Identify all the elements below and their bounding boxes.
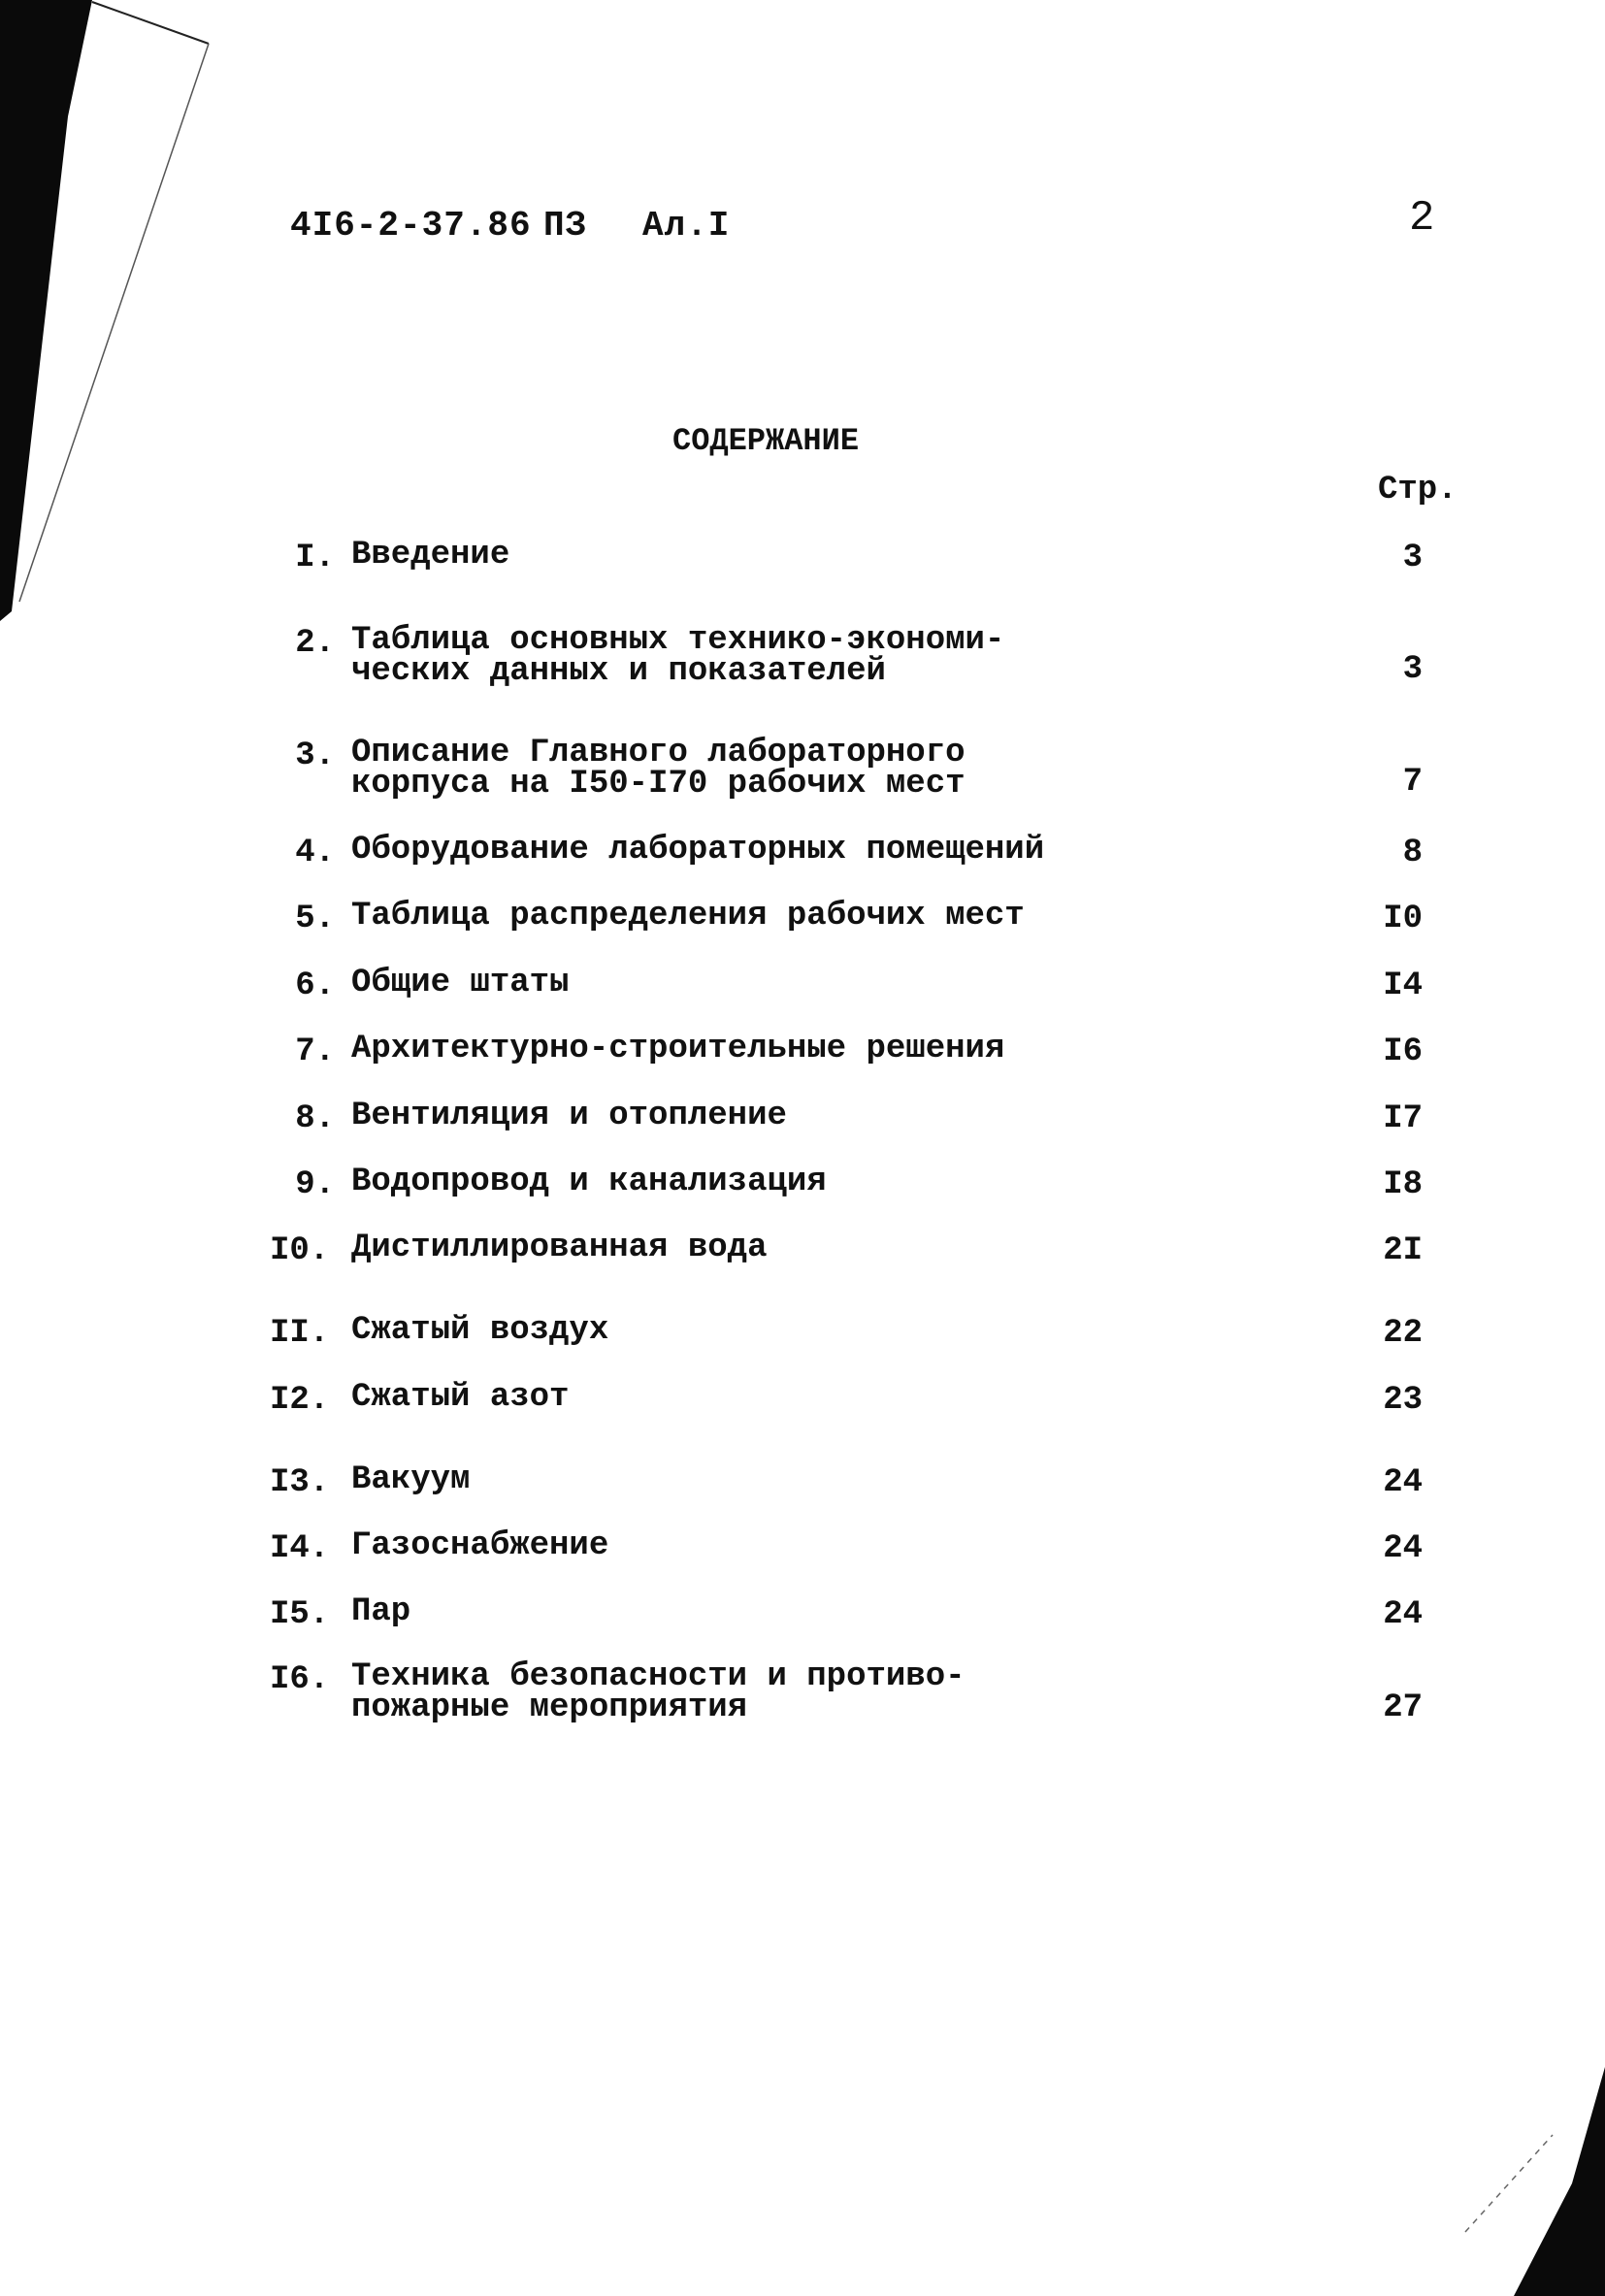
entry-title: ческих данных и показателей xyxy=(351,653,886,690)
entry-title: Таблица распределения рабочих мест xyxy=(351,898,1025,935)
entry-number: I5. xyxy=(270,1596,330,1633)
entry-page: 7 xyxy=(1402,764,1423,801)
entry-page: 24 xyxy=(1383,1464,1423,1501)
entry-page: I6 xyxy=(1383,1033,1423,1070)
entry-page: I4 xyxy=(1383,968,1423,1004)
entry-title: Архитектурно-строительные решения xyxy=(351,1031,1005,1067)
entry-title: Дистиллированная вода xyxy=(351,1230,768,1266)
entry-title: Общие штаты xyxy=(351,965,570,1001)
entry-title: Таблица основных технико-экономи- xyxy=(351,622,1005,659)
entry-number: I0. xyxy=(270,1232,330,1269)
page-title: СОДЕРЖАНИЕ xyxy=(671,423,860,459)
page-number: 2 xyxy=(1409,194,1435,243)
doc-code: 4I6-2-37.86 xyxy=(290,206,532,246)
page-column-label: Стр. xyxy=(1378,472,1458,508)
entry-title: Вакуум xyxy=(351,1461,471,1498)
entry-page: 24 xyxy=(1383,1596,1423,1633)
entry-title: Описание Главного лабораторного xyxy=(351,735,966,771)
doc-part: ПЗ xyxy=(543,206,588,246)
entry-title: Вентиляция и отопление xyxy=(351,1098,787,1134)
entry-number: I6. xyxy=(270,1661,330,1698)
entry-number: I4. xyxy=(270,1530,330,1567)
entry-title: корпуса на I50-I70 рабочих мест xyxy=(351,766,966,803)
entry-title: Оборудование лабораторных помещений xyxy=(351,832,1045,869)
entry-page: 22 xyxy=(1383,1315,1423,1352)
entry-title: Водопровод и канализация xyxy=(351,1164,827,1200)
entry-page: 8 xyxy=(1402,835,1423,871)
entry-number: I. xyxy=(295,540,335,576)
entry-title: Газоснабжение xyxy=(351,1527,609,1564)
entry-title: Введение xyxy=(351,537,510,574)
entry-number: II. xyxy=(270,1315,330,1352)
entry-number: 3. xyxy=(295,738,335,774)
entry-title: Сжатый азот xyxy=(351,1379,570,1416)
entry-number: 8. xyxy=(295,1100,335,1137)
entry-number: 9. xyxy=(295,1166,335,1203)
entry-number: I3. xyxy=(270,1464,330,1501)
entry-number: I2. xyxy=(270,1382,330,1419)
entry-page: 23 xyxy=(1383,1382,1423,1419)
entry-number: 5. xyxy=(295,901,335,937)
entry-page: 27 xyxy=(1383,1689,1423,1726)
entry-page: 24 xyxy=(1383,1530,1423,1567)
entry-page: I7 xyxy=(1383,1100,1423,1137)
entry-title: Пар xyxy=(351,1593,411,1630)
entry-page: I8 xyxy=(1383,1166,1423,1203)
entry-title: Сжатый воздух xyxy=(351,1312,609,1349)
entry-page: I0 xyxy=(1383,901,1423,937)
entry-number: 6. xyxy=(295,968,335,1004)
entry-number: 2. xyxy=(295,625,335,662)
entry-title: пожарные мероприятия xyxy=(351,1689,748,1726)
entry-number: 4. xyxy=(295,835,335,871)
entry-page: 3 xyxy=(1402,651,1423,688)
entry-number: 7. xyxy=(295,1033,335,1070)
entry-page: 2I xyxy=(1383,1232,1423,1269)
entry-title: Техника безопасности и противо- xyxy=(351,1658,966,1695)
entry-page: 3 xyxy=(1402,540,1423,576)
album-label: Ал.I xyxy=(642,206,731,246)
